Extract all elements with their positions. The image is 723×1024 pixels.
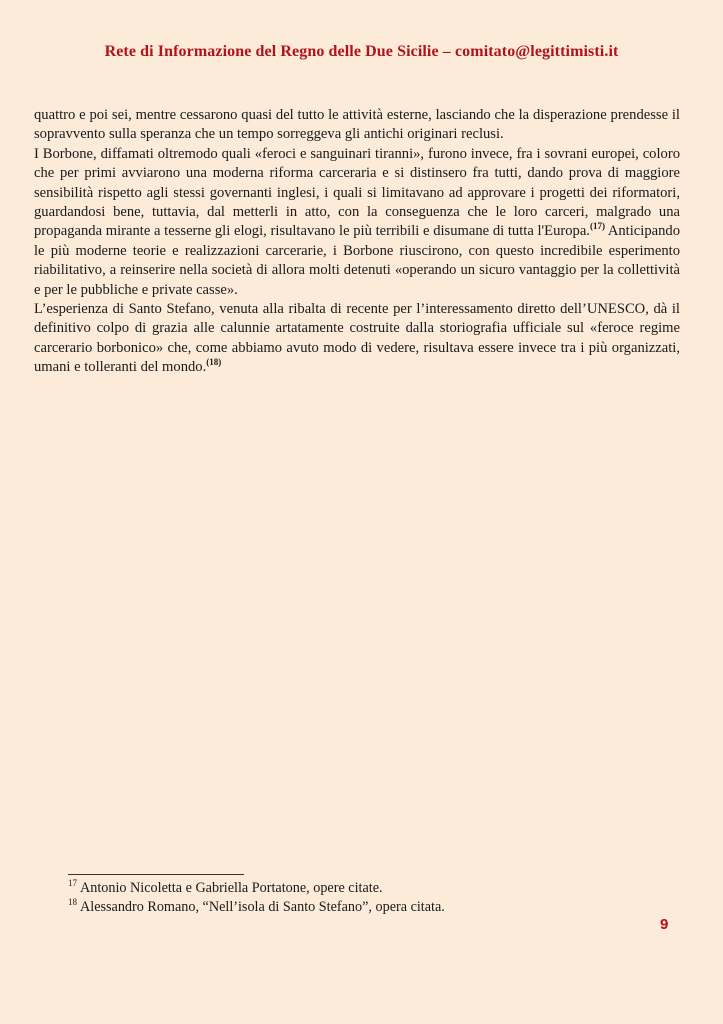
paragraph-1 <box>34 106 680 145</box>
footnote-number: 18 <box>68 897 77 908</box>
paragraph-3-text: L’esperienza di Santo Stefano, venuta alla ribalta di recente per l’interessamento diretto dell’UNESCO, dà il definitivo colpo di grazia alle calunnie artatamente costruite dalla storiografia ufficiale sul «feroce regime carcerario borbonico» che, come abbiamo avuto modo di vedere, risultava essere invece tra i più organizzati, umani e tolleranti del mondo. <box>34 301 680 376</box>
footnote-separator <box>68 874 244 875</box>
paragraph-2 <box>34 145 680 300</box>
footnote-ref-17[interactable]: (17) <box>589 221 605 232</box>
paragraph-3 <box>34 300 680 378</box>
footnote-number: 17 <box>68 878 77 889</box>
paragraph-2-text: I Borbone, diffamati oltremodo quali «feroci e sanguinari tiranni», furono invece, fra i sovrani europei, coloro che per primi avviarono una moderna riforma carceraria e si distinsero fra tutti, dando prova di maggiore sensibilità rispetto agli stessi governanti inglesi, i quali si limitavano ad approvare i progetti dei riformatori, guardandosi bene, tuttavia, dal metterli in atto, con la conseguenza che le loro carceri, malgrado una propaganda mirante a tesserne gli elogi, risultavano le più terribili e disumane di tutta l'Europa. <box>34 145 680 240</box>
page-header: Rete di Informazione del Regno delle Due Sicilie – comitato@legittimisti.it <box>104 43 619 60</box>
footnote-18 <box>68 898 668 917</box>
paragraph-2-tail: Anticipando le più moderne teorie e realizzazioni carcerarie, i Borbone riuscirono, con questo incredibile esperimento riabilitativo, a reinserire nella società di allora molti detenuti «operando un sicuro vantaggio per la collettività e per le pubbliche e private casse». <box>34 223 680 298</box>
body-text <box>34 106 680 378</box>
footnote-text: Alessandro Romano, “Nell’isola di Santo Stefano”, opera citata. <box>80 899 445 915</box>
paragraph-1-text: quattro e poi sei, mentre cessarono quasi del tutto le attività esterne, lasciando che la disperazione prendesse il sopravvento sulla speranza che un tempo sorreggeva gli antichi originari reclusi. <box>34 107 680 143</box>
footnotes <box>68 879 668 917</box>
page-number: 9 <box>660 916 669 933</box>
footnote-ref-18[interactable]: (18) <box>206 357 222 368</box>
footnote-text: Antonio Nicoletta e Gabriella Portatone, opere citate. <box>80 880 383 896</box>
footnote-17 <box>68 879 668 898</box>
